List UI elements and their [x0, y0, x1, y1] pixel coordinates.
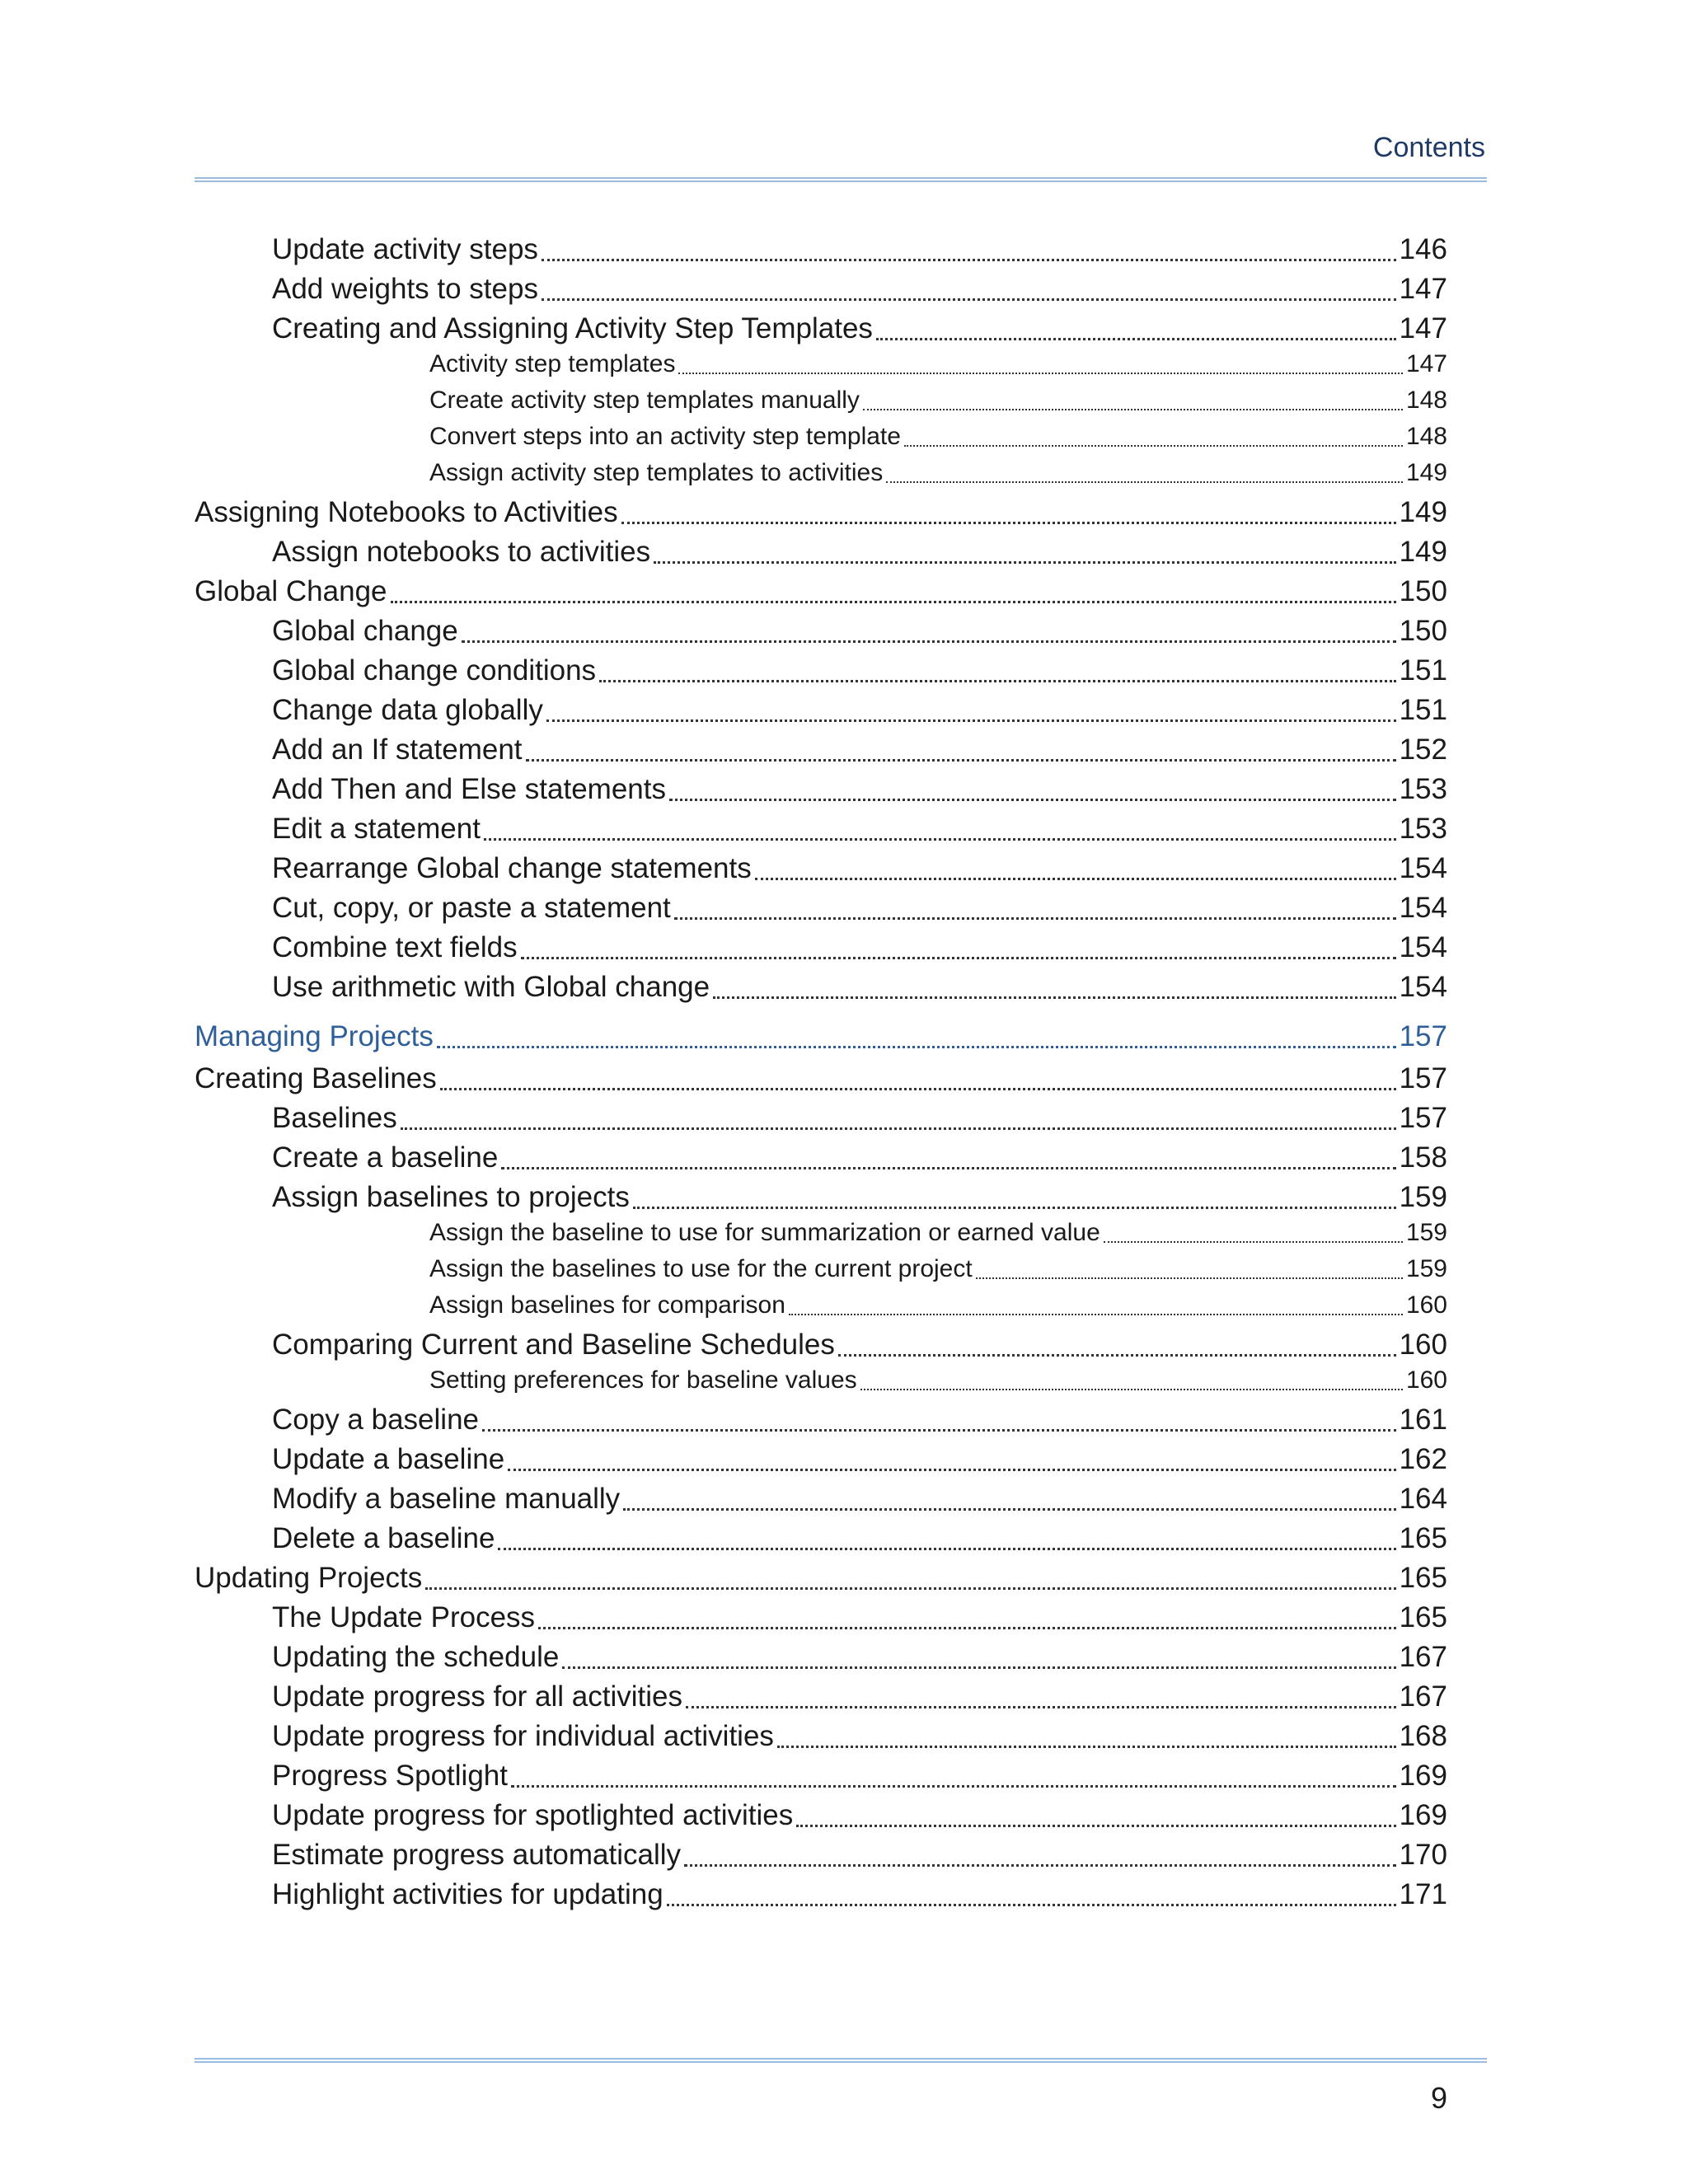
toc-entry-title: Setting preferences for baseline values	[429, 1366, 857, 1394]
dot-leader	[599, 680, 1396, 682]
toc-entry-page: 167	[1399, 1641, 1447, 1673]
dot-leader	[462, 640, 1396, 643]
toc-entry-page: 153	[1399, 813, 1447, 845]
dot-leader	[713, 996, 1396, 999]
toc-entry-title: Update progress for individual activities	[272, 1720, 774, 1752]
dot-leader	[777, 1746, 1396, 1748]
toc-entry[interactable]	[272, 615, 1447, 648]
toc-entry-title: Use arithmetic with Global change	[272, 971, 710, 1003]
toc-entry-title: Activity step templates	[429, 350, 676, 377]
toc-entry-title: Assigning Notebooks to Activities	[195, 496, 618, 528]
dot-leader	[482, 1429, 1396, 1432]
dot-leader	[755, 878, 1396, 880]
toc-entry-title: Global Change	[195, 575, 387, 607]
toc-entry-title: Highlight activities for updating	[272, 1878, 663, 1910]
dot-leader	[401, 1127, 1396, 1130]
toc-entry[interactable]	[195, 496, 1447, 529]
toc-entry-page: 154	[1399, 931, 1447, 963]
dot-leader	[501, 1167, 1395, 1169]
dot-leader	[838, 1354, 1396, 1357]
toc-entry-title: Update a baseline	[272, 1443, 505, 1475]
toc-entry-page: 169	[1399, 1799, 1447, 1831]
toc-entry-page: 160	[1399, 1329, 1447, 1361]
dot-leader	[440, 1088, 1396, 1090]
toc-entry-title: Assign baselines to projects	[272, 1181, 630, 1213]
toc-entry-title: Assign activity step templates to activities	[429, 459, 884, 486]
toc-entry-page: 165	[1399, 1522, 1447, 1554]
toc-entry[interactable]	[429, 1291, 1447, 1319]
toc-entry-title: Creating and Assigning Activity Step Templates	[272, 312, 873, 344]
toc-entry-title: Update activity steps	[272, 233, 538, 265]
dot-leader	[904, 445, 1403, 447]
toc-entry[interactable]	[272, 971, 1447, 1004]
dot-leader	[623, 1508, 1395, 1511]
toc-entry-page: 147	[1399, 273, 1447, 305]
toc-entry-title: Create a baseline	[272, 1141, 499, 1174]
toc-entry-title: Modify a baseline manually	[272, 1483, 621, 1515]
toc-entry[interactable]	[195, 1562, 1447, 1595]
toc-entry[interactable]	[272, 852, 1447, 885]
toc-entry[interactable]	[429, 1366, 1447, 1394]
dot-leader	[876, 338, 1396, 340]
toc-entry[interactable]	[272, 931, 1447, 964]
toc-entry[interactable]	[272, 1641, 1447, 1674]
toc-entry-title: Progress Spotlight	[272, 1760, 508, 1792]
dot-leader	[508, 1469, 1395, 1471]
toc-entry-page: 167	[1399, 1680, 1447, 1713]
dot-leader	[511, 1785, 1396, 1788]
dot-leader	[526, 759, 1396, 762]
toc-entry-title: Update progress for spotlighted activities	[272, 1799, 794, 1831]
toc-entry-title: Global change conditions	[272, 654, 597, 687]
toc-entry-page: 154	[1399, 852, 1447, 884]
toc-entry-page: 157	[1399, 1062, 1447, 1094]
toc-entry[interactable]	[272, 273, 1447, 306]
toc-entry-title: Assign notebooks to activities	[272, 536, 651, 568]
toc-entry[interactable]	[272, 813, 1447, 846]
dot-leader	[686, 1706, 1396, 1708]
toc-entry-page: 157	[1399, 1102, 1447, 1134]
toc-entry[interactable]	[272, 1799, 1447, 1832]
toc-entry-title: Cut, copy, or paste a statement	[272, 892, 671, 924]
toc-entry-page: 158	[1399, 1141, 1447, 1174]
toc-entry-page: 149	[1399, 536, 1447, 568]
toc-entry[interactable]	[272, 1102, 1447, 1135]
dot-leader	[425, 1587, 1395, 1590]
toc-entry-title: Baselines	[272, 1102, 397, 1134]
dot-leader	[484, 838, 1396, 841]
toc-entry[interactable]	[429, 350, 1447, 378]
toc-entry[interactable]	[272, 1601, 1447, 1634]
toc-entry-title: Managing Projects	[195, 1020, 434, 1052]
dot-leader	[562, 1666, 1395, 1669]
toc-entry[interactable]	[272, 1839, 1447, 1872]
toc-entry[interactable]	[272, 1680, 1447, 1713]
dot-leader	[667, 1904, 1396, 1906]
dot-leader	[521, 957, 1396, 959]
toc-entry-page: 160	[1405, 1291, 1447, 1319]
toc-entry[interactable]	[429, 459, 1447, 487]
toc-entry-page: 152	[1399, 733, 1447, 766]
toc-entry-title: Assign the baselines to use for the current project	[429, 1255, 973, 1282]
toc-entry-page: 160	[1405, 1366, 1447, 1394]
toc-entry-page: 157	[1399, 1020, 1447, 1052]
dot-leader	[789, 1314, 1403, 1315]
toc-entry-title: Change data globally	[272, 694, 543, 726]
toc-entry[interactable]	[272, 654, 1447, 687]
running-header-title: Contents	[1372, 132, 1485, 163]
toc-entry-page: 150	[1399, 615, 1447, 647]
toc-entry-title: Global change	[272, 615, 458, 647]
dot-leader	[863, 409, 1403, 410]
toc-entry[interactable]	[195, 1062, 1447, 1095]
toc-entry[interactable]	[272, 312, 1447, 345]
toc-entry[interactable]	[429, 1255, 1447, 1283]
toc-entry[interactable]	[272, 1522, 1447, 1555]
toc-entry-page: 169	[1399, 1760, 1447, 1792]
toc-entry-title: Assign baselines for comparison	[429, 1291, 785, 1319]
toc-entry[interactable]	[272, 773, 1447, 806]
footer-rule	[195, 2058, 1487, 2063]
toc-entry-page: 154	[1399, 971, 1447, 1003]
toc-entry-page: 146	[1399, 233, 1447, 265]
toc-entry-page: 168	[1399, 1720, 1447, 1752]
toc-entry-title: Creating Baselines	[195, 1062, 437, 1094]
toc-entry-page: 164	[1399, 1483, 1447, 1515]
toc-entry[interactable]	[195, 1020, 1447, 1053]
toc-entry-title: Delete a baseline	[272, 1522, 495, 1554]
toc-entry-title: Comparing Current and Baseline Schedules	[272, 1329, 835, 1361]
toc-entry[interactable]	[272, 1483, 1447, 1516]
toc-entry-title: Copy a baseline	[272, 1404, 479, 1436]
dot-leader	[796, 1825, 1395, 1827]
dot-leader	[542, 259, 1396, 261]
toc-entry-title: Updating the schedule	[272, 1641, 560, 1673]
toc-entry-title: Update progress for all activities	[272, 1680, 682, 1713]
toc-entry[interactable]	[272, 1720, 1447, 1753]
toc-entry-title: Add an If statement	[272, 733, 523, 766]
toc-entry[interactable]	[272, 1181, 1447, 1214]
toc-entry-page: 151	[1399, 654, 1447, 687]
dot-leader	[654, 561, 1395, 564]
toc-entry-title: Updating Projects	[195, 1562, 423, 1594]
toc-entry[interactable]	[272, 694, 1447, 727]
toc-entry[interactable]	[429, 1219, 1447, 1247]
dot-leader	[684, 1864, 1396, 1867]
toc-entry-title: Rearrange Global change statements	[272, 852, 752, 884]
toc-entry[interactable]	[272, 536, 1447, 569]
dot-leader	[976, 1277, 1403, 1279]
toc-entry-page: 159	[1405, 1255, 1447, 1282]
toc-entry[interactable]	[272, 1443, 1447, 1476]
toc-entry[interactable]	[272, 1404, 1447, 1436]
dot-leader	[621, 522, 1396, 524]
toc-entry-page: 148	[1405, 423, 1447, 450]
toc-entry-page: 165	[1399, 1601, 1447, 1633]
toc-entry[interactable]	[272, 1878, 1447, 1911]
toc-entry-page: 170	[1399, 1839, 1447, 1871]
toc-entry-title: Combine text fields	[272, 931, 518, 963]
toc-entry[interactable]	[272, 733, 1447, 766]
toc-entry[interactable]	[429, 423, 1447, 451]
dot-leader	[546, 719, 1396, 722]
toc-entry-page: 151	[1399, 694, 1447, 726]
toc-entry[interactable]	[429, 387, 1447, 415]
toc-entry-page: 149	[1405, 459, 1447, 486]
toc-entry-title: The Update Process	[272, 1601, 536, 1633]
toc-entry-title: Add weights to steps	[272, 273, 538, 305]
toc-entry-page: 171	[1399, 1878, 1447, 1910]
toc-entry-page: 159	[1399, 1181, 1447, 1213]
dot-leader	[886, 481, 1403, 483]
page-number: 9	[1430, 2081, 1447, 2115]
toc-entry-page: 165	[1399, 1562, 1447, 1594]
toc-entry[interactable]	[272, 1141, 1447, 1174]
toc-entry-page: 148	[1405, 387, 1447, 414]
dot-leader	[678, 373, 1402, 374]
toc-entry-page: 147	[1405, 350, 1447, 377]
dot-leader	[860, 1389, 1403, 1390]
toc-entry-page: 161	[1399, 1404, 1447, 1436]
toc-entry[interactable]	[272, 1329, 1447, 1361]
dot-leader	[542, 298, 1396, 301]
toc-entry-title: Estimate progress automatically	[272, 1839, 682, 1871]
dot-leader	[391, 601, 1396, 603]
dot-leader	[669, 799, 1396, 801]
toc-entry-page: 149	[1399, 496, 1447, 528]
toc-entry-title: Add Then and Else statements	[272, 773, 666, 805]
toc-entry-title: Edit a statement	[272, 813, 481, 845]
dot-leader	[633, 1207, 1396, 1209]
toc-entry[interactable]	[272, 1760, 1447, 1793]
toc-entry-title: Create activity step templates manually	[429, 387, 860, 414]
dot-leader	[1104, 1241, 1403, 1243]
toc-entry[interactable]	[195, 575, 1447, 608]
dot-leader	[498, 1548, 1395, 1550]
toc-entry-page: 162	[1399, 1443, 1447, 1475]
toc-entry-title: Convert steps into an activity step template	[429, 423, 901, 450]
toc-entry-title: Assign the baseline to use for summarization or earned value	[429, 1219, 1100, 1246]
toc-entry[interactable]	[272, 233, 1447, 266]
dot-leader	[674, 917, 1396, 920]
toc-entry-page: 150	[1399, 575, 1447, 607]
dot-leader	[437, 1046, 1396, 1048]
toc-entry-page: 154	[1399, 892, 1447, 924]
header-rule	[195, 177, 1487, 182]
toc-entry-page: 153	[1399, 773, 1447, 805]
toc-entry[interactable]	[272, 892, 1447, 925]
toc-entry-page: 159	[1405, 1219, 1447, 1246]
dot-leader	[538, 1627, 1396, 1629]
toc-entry-page: 147	[1399, 312, 1447, 344]
